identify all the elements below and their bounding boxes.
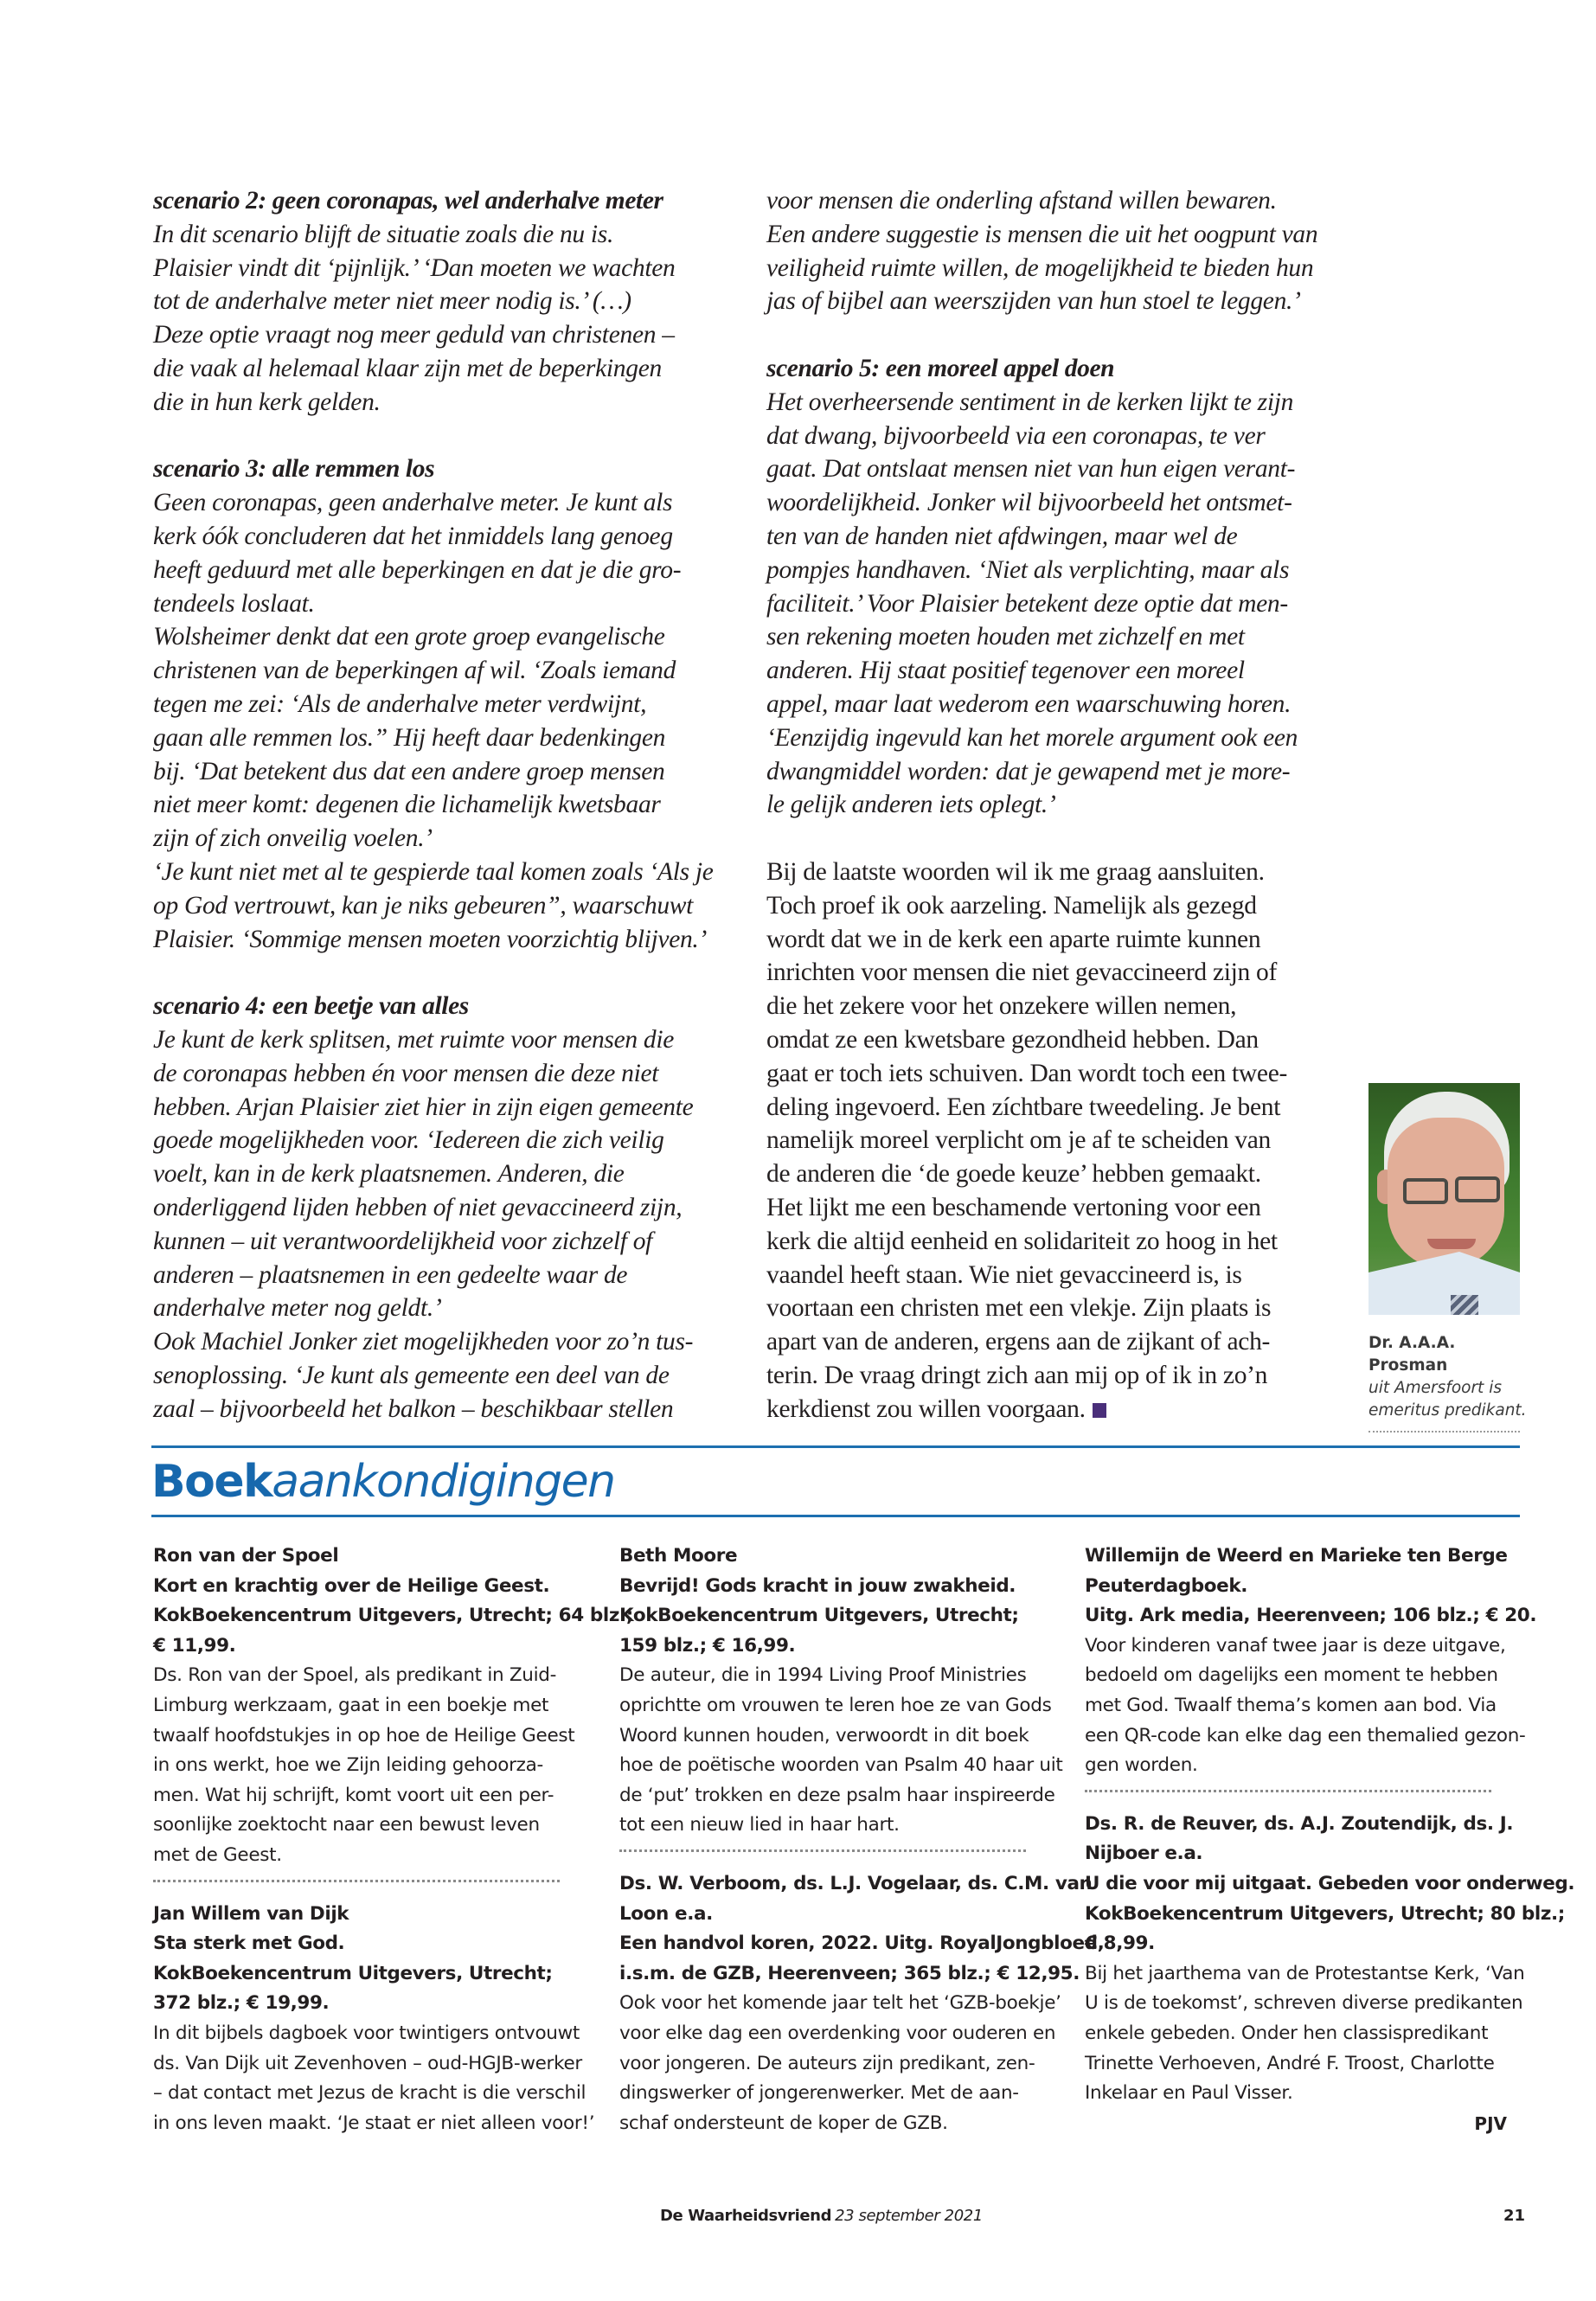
reviewer-signature: PJV: [1474, 2112, 1507, 2134]
book-entry: [1085, 1541, 1537, 1781]
page-footer: [660, 2205, 983, 2227]
article-paragraph: Het overheersende sentiment in de kerken lijkt te zijn dat dwang, bijvoorbeeld via een coronapas, te ver gaat. Dat ontslaat mensen niet van hun eigen verant- woordelijkheid. Jonker wil bijvoorbeeld het ontsmet- ten van de handen niet afdwingen, maar wel de pompjes handhaven. ‘Niet als verplichting, maar als faciliteit.’ Voor Plaisier betekent deze optie dat men- sen rekening moeten houden met zichzelf en met anderen. Hij staat positief tegenover een moreel appel, maar laat wederom een waarschuwing horen. ‘Eenzijdig ingevuld kan het morele argument ook een dwangmiddel worden: dat je gewapend met je more- le gelijk anderen iets oplegt.’: [766, 388, 1298, 819]
book-description: met God. Twaalf thema’s komen aan bod. Via: [1085, 1694, 1497, 1716]
article-paragraph: Geen coronapas, geen anderhalve meter. Je kunt als kerk óók concluderen dat het inmiddels lang genoeg heeft geduurd met alle beperkingen en dat je die gro- tendeels loslaat. Wolsheimer denkt dat een grote groep evangelische christenen van de beperkingen af wil. ‘Zoals iemand tegen me zei: ‘Als de anderhalve meter verdwijnt, gaan alle remmen los.” Hij heeft daar bedenkingen bij. ‘Dat betekent dus dat een andere groep mensen niet meer komt: degenen die lichamelijk kwetsbaar zijn of zich onveilig voelen.’ ‘Je kunt niet met al te gespierde taal komen zoals ‘Als je op God vertrouwt, kan je niks gebeuren”, waarschuwt Plaisier. ‘Sommige mensen moeten voorzichtig blijven.’: [153, 489, 714, 953]
book-entry: [153, 1900, 595, 2139]
magazine-name: De Waarheidsvriend: [660, 2207, 832, 2225]
book-info: i.s.m. de GZB, Heerenveen; 365 blz.; € 12,95.: [619, 1962, 1080, 1984]
book-column-2: [619, 1541, 1105, 2138]
article-column-left: [153, 184, 724, 1426]
book-description: een QR-code kan elke dag een themalied gezon-: [1085, 1724, 1526, 1747]
book-description: In dit bijbels dagboek voor twintigers ontvouwt: [153, 2022, 580, 2044]
issue-date: 23 september 2021: [835, 2207, 983, 2225]
article-paragraph: In dit scenario blijft de situatie zoals die nu is. Plaisier vindt dit ‘pijnlijk.’ ‘Dan moeten we wachten tot de anderhalve meter niet meer nodig is.’ (…) Deze optie vraagt nog meer geduld van christenen – die vaak al helemaal klaar zijn met de beperkingen die in hun kerk gelden.: [153, 220, 676, 416]
book-column-3: [1085, 1541, 1575, 2138]
book-description: in ons leven maakt. ‘Je staat er niet alleen voor!’: [153, 2112, 595, 2134]
book-description: Ds. Ron van der Spoel, als predikant in Zuid-: [153, 1664, 557, 1687]
book-info: Loon e.a.: [619, 1902, 713, 1925]
book-entry: [1085, 1810, 1575, 2109]
book-info: KokBoekencentrum Uitgevers, Utrecht;: [153, 1962, 553, 1984]
book-description: gen worden.: [1085, 1754, 1198, 1777]
book-description: voor elke dag een overdenking voor ouderen en: [619, 2022, 1056, 2044]
book-description: enkele gebeden. Onder hen classispredikant: [1085, 2022, 1489, 2044]
paragraph-gap: [153, 420, 724, 453]
author-description: uit Amersfoort is emeritus predikant.: [1368, 1379, 1527, 1420]
glasses-icon: [1403, 1178, 1448, 1204]
book-entry: [619, 1541, 1063, 1841]
book-info: Nijboer e.a.: [1085, 1843, 1203, 1865]
book-info: 159 blz.; € 16,99.: [619, 1634, 796, 1657]
book-description: Inkelaar en Paul Visser.: [1085, 2082, 1293, 2105]
dotted-divider: [619, 1849, 1026, 1852]
book-info: Peuterdagboek.: [1085, 1574, 1248, 1597]
book-author: Beth Moore: [619, 1545, 738, 1567]
book-info: KokBoekencentrum Uitgevers, Utrecht; 64 blz.;: [153, 1605, 633, 1627]
book-description: Bij het jaarthema van de Protestantse Kerk, ‘Van: [1085, 1962, 1525, 1984]
article-column-right: [766, 184, 1355, 1426]
book-author: Jan Willem van Dijk: [153, 1902, 349, 1925]
scenario-heading: scenario 2: geen coronapas, wel anderhalve meter: [153, 187, 663, 215]
article-paragraph: voor mensen die onderling afstand willen bewaren. Een andere suggestie is mensen die uit het oogpunt van veiligheid ruimte willen, de mogelijkheid te bieden hun jas of bijbel aan weerszijden van hun stoel te leggen.’: [766, 187, 1318, 316]
author-photo: [1368, 1083, 1520, 1315]
dotted-divider: [1085, 1790, 1491, 1792]
paragraph-gap: [766, 318, 1355, 352]
book-info: KokBoekencentrum Uitgevers, Utrecht;: [619, 1605, 1019, 1627]
book-description: U is de toekomst’, schreven diverse predikanten: [1085, 1992, 1523, 2015]
author-divider: [1368, 1431, 1520, 1433]
book-description: men. Wat hij schrijft, komt voort uit een per-: [153, 1784, 554, 1806]
section-title: Boekaankondigingen: [151, 1456, 615, 1508]
article-paragraph: Je kunt de kerk splitsen, met ruimte voor mensen die de coronapas hebben én voor mensen die deze niet hebben. Arjan Plaisier ziet hier in zijn eigen gemeente goede mogelijkheden voor. ‘Iedereen die zich veilig voelt, kan in de kerk plaatsnemen. Anderen, die onderliggend lijden hebben of niet gevaccineerd zijn, kunnen – uit verantwoordelijkheid voor zichzelf of anderen – plaatsnemen in een gedeelte waar de anderhalve meter nog geldt.’ Ook Machiel Jonker ziet mogelijkheden voor zo’n tus- senoplossing. ‘Je kunt als gemeente een deel van de zaal – bijvoorbeeld het balkon – beschikbaar stellen: [153, 1025, 694, 1423]
book-info: 372 blz.; € 19,99.: [153, 1992, 330, 2015]
book-description: schaf ondersteunt de koper de GZB.: [619, 2112, 948, 2134]
page-number: 21: [1503, 2207, 1526, 2225]
book-info: Uitg. Ark media, Heerenveen; 106 blz.; € 20.: [1085, 1605, 1537, 1627]
book-description: Limburg werkzaam, gaat in een boekje met: [153, 1694, 549, 1716]
book-info: Sta sterk met God.: [153, 1932, 345, 1955]
section-rule-top: [151, 1445, 1520, 1448]
book-description: hoe de poëtische woorden van Psalm 40 haar uit: [619, 1754, 1063, 1777]
book-description: tot een nieuw lied in haar hart.: [619, 1814, 900, 1836]
book-description: twaalf hoofdstukjes in op hoe de Heilige Geest: [153, 1724, 575, 1747]
book-entry: [153, 1541, 633, 1871]
book-description: Voor kinderen vanaf twee jaar is deze uitgave,: [1085, 1634, 1506, 1657]
book-description: bedoeld om dagelijks een moment te hebben: [1085, 1664, 1498, 1687]
book-description: ds. Van Dijk uit Zevenhoven – oud-HGJB-werker: [153, 2052, 582, 2074]
author-commentary: Bij de laatste woorden wil ik me graag aansluiten. Toch proef ik ook aarzeling. Namelijk als gezegd wordt dat we in de kerk een aparte ruimte kunnen inrichten voor mensen die niet gevaccineerd zijn of die het zekere voor het onzekere willen nemen, omdat ze een kwetsbare gezondheid hebben. Dan gaat er toch iets schuiven. Dan wordt toch een twee- deling ingevoerd. Een zíchtbare tweedeling. Je bent namelijk moreel verplicht om je af te scheiden van de anderen die ‘de goede keuze’ hebben gemaakt. Het lijkt me een beschamende vertoning voor een kerk die altijd eenheid en solidariteit zo hoog in het vaandel heeft staan. Wie niet gevaccineerd is, is voortaan een christen met een vlekje. Zijn plaats is apart van de anderen, ergens aan de zijkant of ach- terin. De vraag dringt zich aan mij op of ik in zo’n kerkdienst zou willen voorgaan.: [766, 857, 1288, 1423]
paragraph-gap: [153, 956, 724, 990]
book-author: Ds. R. de Reuver, ds. A.J. Zoutendijk, ds. J.: [1085, 1812, 1514, 1835]
book-description: oprichtte om vrouwen te leren hoe ze van Gods: [619, 1694, 1052, 1716]
book-description: in ons werkt, hoe we Zijn leiding gehoorza-: [153, 1754, 543, 1777]
paragraph-gap: [766, 822, 1355, 856]
book-author: Ds. W. Verboom, ds. L.J. Vogelaar, ds. C.M. van: [619, 1872, 1093, 1894]
end-of-article-square-icon: [1093, 1403, 1106, 1418]
book-description: met de Geest.: [153, 1843, 282, 1866]
scenario-heading: scenario 5: een moreel appel doen: [766, 354, 1115, 382]
book-description: voor jongeren. De auteurs zijn predikant, zen-: [619, 2052, 1035, 2074]
book-info: € 8,99.: [1085, 1932, 1155, 1955]
book-entry: [619, 1869, 1105, 2138]
book-info: Kort en krachtig over de Heilige Geest.: [153, 1574, 550, 1597]
book-description: De auteur, die in 1994 Living Proof Ministries: [619, 1664, 1027, 1687]
author-box: [1368, 1083, 1527, 1433]
book-info: U die voor mij uitgaat. Gebeden voor onderweg.: [1085, 1872, 1575, 1894]
book-description: Trinette Verhoeven, André F. Troost, Charlotte: [1085, 2052, 1495, 2074]
book-info: € 11,99.: [153, 1634, 236, 1657]
book-description: de ‘put’ trokken en deze psalm haar inspireerde: [619, 1784, 1055, 1806]
book-column-1: [153, 1541, 633, 2138]
dotted-divider: [153, 1880, 560, 1882]
scenario-heading: scenario 4: een beetje van alles: [153, 992, 469, 1021]
book-author: Willemijn de Weerd en Marieke ten Berge: [1085, 1545, 1508, 1567]
book-info: Bevrijd! Gods kracht in jouw zwakheid.: [619, 1574, 1016, 1597]
book-author: Ron van der Spoel: [153, 1545, 339, 1567]
book-info: KokBoekencentrum Uitgevers, Utrecht; 80 blz.;: [1085, 1902, 1565, 1925]
book-description: – dat contact met Jezus de kracht is die verschil: [153, 2082, 586, 2105]
book-description: Woord kunnen houden, verwoordt in dit boek: [619, 1724, 1029, 1747]
book-description: dingswerker of jongerenwerker. Met de aan-: [619, 2082, 1019, 2105]
scenario-heading: scenario 3: alle remmen los: [153, 455, 435, 484]
section-rule-bottom: [151, 1515, 1520, 1517]
author-name: Dr. A.A.A. Prosman: [1368, 1334, 1456, 1375]
book-description: soonlijke zoektocht naar een bewust leven: [153, 1814, 540, 1836]
book-description: Ook voor het komende jaar telt het ‘GZB-boekje’: [619, 1992, 1061, 2015]
book-info: Een handvol koren, 2022. Uitg. RoyalJongbloed,: [619, 1932, 1105, 1955]
